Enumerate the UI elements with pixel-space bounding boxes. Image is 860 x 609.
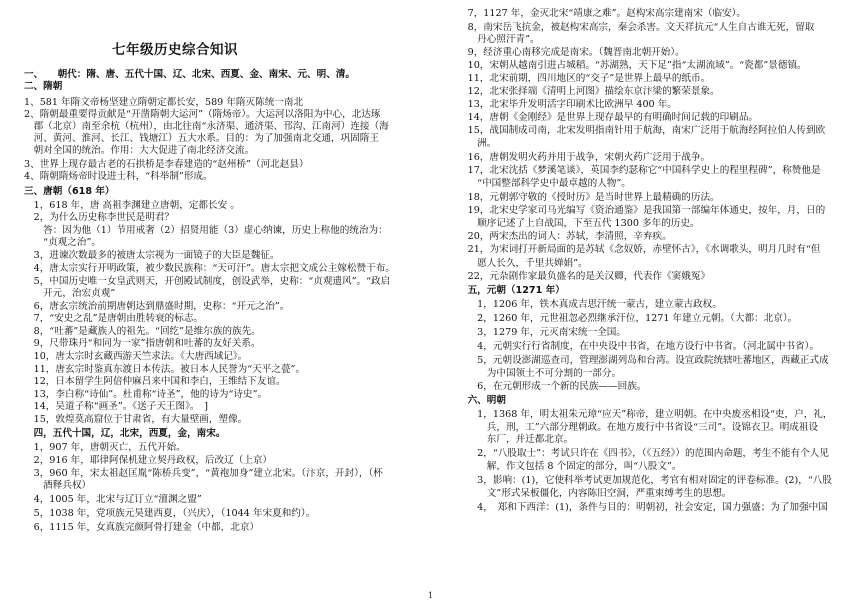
right-text-line: 9，经济重心南移完成是南宋。（魏晋南北朝开始）。 — [458, 47, 685, 58]
right-text-line: 文”形式呆板僵化，内容陈旧空洞，严重束缚考生的思想。 — [458, 488, 732, 499]
right-text-line: “中国整部科学史中最卓越的人物”。 — [458, 178, 631, 189]
right-text-line: 解，作文包括 8 个固定的部分，叫“八股文”。 — [458, 461, 682, 472]
left-text-line: 5，中国历史唯一女皇武则天，开创殿试制度，创设武举，史称：“贞观遗风”。“政启 — [24, 276, 391, 287]
left-text-line: 朝对全国的统治。作用：大大促进了南北经济交流。 — [24, 145, 255, 156]
left-text-line: 2、隋朝最重要得贡献是“开凿隋朝大运河”（隋炀帝）。大运河以洛阳为中心，北达琢 — [24, 109, 381, 120]
right-text-line: 8，南宋岳飞抗金，被赵构宋高宗，秦会杀害。文天祥抗元“人生自古谁无死，留取 — [458, 22, 815, 33]
left-text-heading: 三、唐朝（618 年） — [24, 186, 115, 197]
right-text-line: 22，元杂剧作家最负盛名的是关汉卿，代表作《窦娥冤》 — [458, 271, 711, 282]
right-text-line: 7，1127 年，金灭北宋“靖康之难”。赵构宋高宗建南宋（临安）。 — [458, 8, 747, 19]
left-text-line: 9，尺带珠丹“和同为一家”指唐朝和吐蕃的友好关系。 — [24, 338, 261, 349]
right-text-heading: 五，元朝（1271 年） — [458, 285, 565, 296]
left-text-line: 3、世界上现存最古老的石拱桥是李春建造的“赵州桥”（河北赵县） — [24, 159, 309, 170]
left-text-line: 11，唐玄宗时鉴真东渡日本传法。被日本人民誉为“天平之甍”。 — [24, 364, 306, 375]
left-text-line: 郡（北京）南至余杭（杭州），由北往南“永济渠、通济渠、邗沟、江南河）连接（海 — [24, 121, 389, 132]
right-text-line: 愿人长久，千里共婵娟”。 — [458, 258, 588, 269]
left-text-line: 5，1038 年，党项族元昊建西夏，（兴庆），（1044 年宋夏和约）。 — [24, 508, 316, 519]
right-text-line: 兵，刑，工”六部分理朝政。在地方废行中书省设“三司”。设锦衣卫。明成祖设 — [458, 422, 819, 433]
left-text-line: 8，“吐蕃”是藏族人的祖先。“回纥”是维尔族的族先。 — [24, 326, 261, 337]
left-text-heading: 二、隋朝 — [24, 81, 63, 92]
left-text-line: 7，“安史之乱”是唐朝由胜转衰的标志。 — [24, 313, 204, 324]
left-text-line: 13，李白称“诗仙”。杜甫称“诗圣”，他的诗为“诗史”。 — [24, 389, 268, 400]
left-text-line: “贞观之治”。 — [24, 237, 101, 248]
left-text-line: 1、581 年隋文帝杨坚建立隋朝定都长安，589 年隋灭陈统一南北 — [24, 97, 304, 108]
right-text-line: 1，1206 年，铁木真成吉思汗统一蒙古，建立蒙古政权。 — [458, 299, 722, 310]
right-text-line: 18，元朝郭守敬的《授时历》是当时世界上最精确的历法。 — [458, 192, 720, 203]
left-text-line: 15，敦煌莫高窟位于甘肃省，有大量壁画，塑像。 — [24, 414, 248, 425]
right-text-line: 为中国领土不可分割的一部分。 — [458, 368, 622, 379]
left-text-line: 4、隋朝隋炀帝时设进士科，“科举制”形成。 — [24, 171, 213, 182]
left-text-line: 4，1005 年，北宋与辽订立“澶渊之盟” — [24, 494, 202, 505]
right-text-heading: 六、明朝 — [458, 395, 506, 406]
left-text-line: 酒释兵权） — [24, 480, 92, 491]
right-text-line: 2，“八股取士”：考试只许在《四书》，（《五经》）的范围内命题，考生不能有个人见 — [458, 448, 829, 459]
left-text-line: 1，618 年，唐 高祖李渊建立唐朝，定都长安 。 — [24, 200, 240, 211]
right-text-line: 4，元朝实行行省制度，在中央设中书省，在地方设行中书省。（河北属中书省）。 — [458, 341, 820, 352]
right-text-line: 17，北宋沈括《梦溪笔谈》，英国李约瑟称它“中国科学史上的程里程碑”，称赞他是 — [458, 165, 821, 176]
left-text-line: 1，907 年，唐朝灭亡，五代开始。 — [24, 442, 186, 453]
document-title: 七年级历史综合知识 — [112, 42, 238, 58]
page-number: 1 — [428, 591, 434, 600]
right-text-line: 14，唐朝《金刚经》是世界上现存最早的有明确时间记载的印刷品。 — [458, 112, 759, 123]
right-text-line: 2，1260 年，元世祖忽必烈继承汗位，1271 年建立元朝。（大都：北京）。 — [458, 313, 798, 324]
left-text-line: 河、黄河、淮河、长江、钱塘江）五大水系。目的：为了加强南北交通，巩固隋王 — [24, 133, 379, 144]
left-text-heading: 一、 朝代：隋、唐、五代十国、辽、北宋、西夏、金、南宋、元、明、清。 — [24, 69, 355, 80]
left-text-line: 2，916 年，耶律阿保机建立契丹政权，后改辽（上京） — [24, 455, 273, 466]
left-text-line: 开元，治宏贞观” — [24, 288, 116, 299]
right-text-line: 21，为宋词打开新局面的是苏轼《念奴娇，赤壁怀古》，《水调歌头，明月几时有“但 — [458, 244, 821, 255]
right-text-line: 16，唐朝发明火药并用于战争，宋朝火药广泛用于战争。 — [458, 152, 711, 163]
right-text-line: 15，战国制成司南，北宋发明指南针用于航海，南宋广泛用于航海经阿拉伯人传到欧 — [458, 125, 826, 136]
left-text-line: 10，唐太宗时玄藏西游天竺求法。《大唐西域记》。 — [24, 351, 248, 362]
right-text-line: 5，元朝设澎湖巡查司，管理澎湖列岛和台湾。设宣政院统辖吐蕃地区，西藏正式成 — [458, 355, 829, 366]
left-text-line: 3，960 年，宋太祖赵匡胤“陈桥兵变”，“黄袍加身”建立北宋。（汴京，开封），（杯 — [24, 468, 383, 479]
left-text-line: 2，为什么历史称李世民是明君？ — [24, 212, 175, 223]
right-text-line: 13，北宋毕升发明活字印刷术比欧洲早 400 年。 — [458, 99, 677, 110]
left-text-line: 4，唐太宗实行开明政策，被少数民族称：“天可汗”。唐太宗把文成公主嫁松赞干布。 — [24, 263, 395, 274]
left-text-line: 答：因为他（1）节用戒奢（2）招贤用能（3）虚心纳谏，历史上称他的统治为： — [24, 225, 388, 236]
left-text-line: 3，进谏次数最多的被唐太宗视为一面镜子的大臣是魏征。 — [24, 250, 280, 261]
right-text-line: 东厂，并迁都北京。 — [458, 434, 574, 445]
left-text-line: 6，1115 年，女真族完颜阿骨打建金（中都，北京） — [24, 522, 260, 533]
left-text-line: 14，吴道子称“画圣”。《送子天王图》。 ] — [24, 401, 209, 412]
right-text-line: 洲。 — [458, 138, 497, 149]
right-text-line: 6，在元朝形成一个新的民族——回族。 — [458, 381, 647, 392]
right-text-line: 3，影响：(1)，它使科举考试更加规范化，考官有相对固定的评卷标准。(2)，“八股 — [458, 475, 832, 486]
right-text-line: 1，1368 年，明太祖朱元璋“应天”称帝，建立明朝。在中央废丞相设“吏，户，礼， — [458, 409, 833, 420]
right-text-line: 19，北宋史学家司马光编写《资治通鉴》是我国第一部编年体通史，按年，月，日的 — [458, 205, 826, 216]
right-text-line: 4， 郑和下西洋：(1)，条件与目的：明朝初，社会安定，国力强盛；为了加强中国 — [458, 502, 828, 513]
right-text-line: 11，北宋前期，四川地区的“交子”是世界上最早的纸币。 — [458, 73, 711, 84]
left-text-line: 12，日本留学生阿倍仲麻吕来中国和李白，王维结下友谊。 — [24, 376, 286, 387]
right-text-line: 20，两宋杰出的词人：苏轼，李清照，辛弃疾。 — [458, 231, 672, 242]
left-text-line: 6，唐玄宗统治前期唐朝达到鼎盛时期，史称：“开元之治”。 — [24, 301, 290, 312]
right-text-line: 丹心照汗青”。 — [458, 34, 540, 45]
left-text-heading: 四，五代十国，辽，北宋，西夏，金，南宋。 — [24, 428, 226, 439]
right-text-line: 10，宋朝从越南引进占城稻。“苏湖熟，天下足”指“太湖流域”。“瓷都”景德镇。 — [458, 60, 807, 71]
right-text-line: 3，1279 年，元灭南宋统一全国。 — [458, 327, 626, 338]
right-text-line: 顺序记述了上自战国，下至五代 1300 多年的历史。 — [458, 218, 700, 229]
right-text-line: 12，北宋张择端《清明上河图》描绘东京汴梁的繁荣景象。 — [458, 86, 720, 97]
